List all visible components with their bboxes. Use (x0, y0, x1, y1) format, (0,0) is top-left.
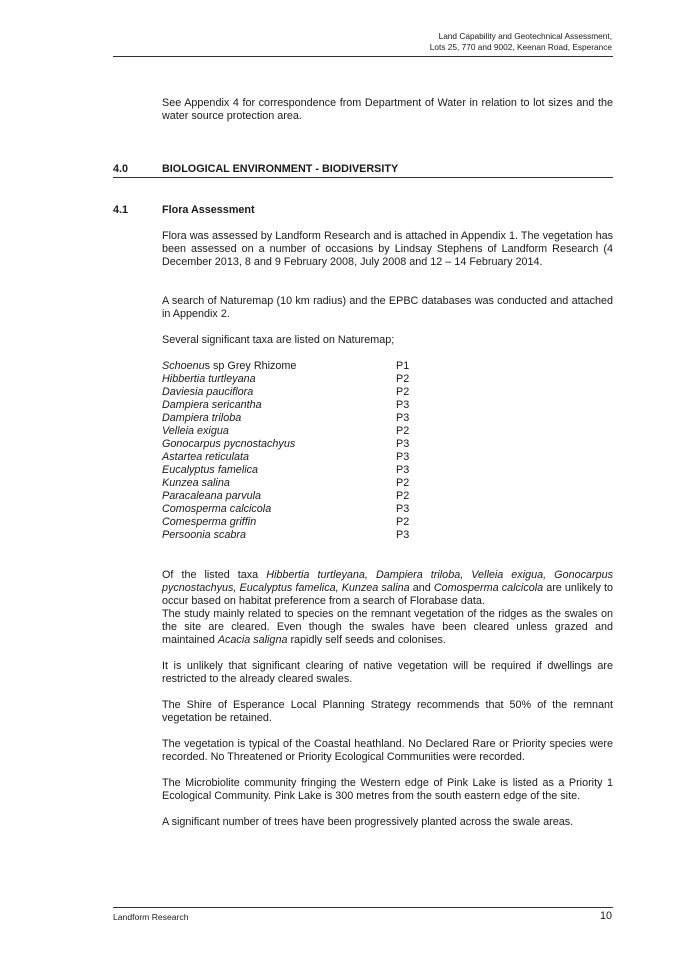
taxa-name (162, 516, 256, 529)
section-rule (113, 177, 613, 178)
taxa-row (162, 360, 422, 373)
header-line-2: Lots 25, 770 and 9002, Keenan Road, Esperance (429, 42, 612, 52)
taxa-status: P2 (396, 425, 410, 437)
taxa-status: P1 (396, 360, 410, 372)
running-header (430, 31, 612, 53)
taxa-name-italic: Daviesia pauciflora (162, 386, 254, 398)
taxa-name-italic: Velleia exigua (162, 425, 229, 437)
flora-paragraph-5 (162, 608, 613, 647)
taxa-status: P2 (396, 516, 410, 528)
p5-text-1: The study mainly related to species on the remnant vegetation of the ridges as the swales on the site are cleared. Even though the swales have been cleared unless grazed and maintained (162, 608, 613, 646)
taxa-name (162, 503, 271, 516)
taxa-name-italic: Paracaleana parvula (162, 490, 262, 502)
footer-rule (113, 907, 613, 908)
taxa-status: P2 (396, 386, 410, 398)
header-rule (113, 56, 613, 57)
taxa-name (162, 399, 262, 412)
taxa-row (162, 425, 422, 438)
taxa-list (162, 360, 422, 542)
taxa-name (162, 412, 241, 425)
subsection-number: 4.1 (113, 204, 129, 216)
taxa-name (162, 373, 256, 386)
taxa-name-italic: Dampiera sericantha (162, 399, 262, 411)
p4-italic-1: Hibbertia turtleyana, Dampiera triloba, Velleia exigua, Gonocarpus pycnostachyus, Eucalyptus famelica, Kunzea salina (162, 569, 613, 594)
taxa-status: P3 (396, 503, 410, 515)
taxa-row (162, 529, 422, 542)
taxa-row (162, 490, 422, 503)
taxa-row (162, 386, 422, 399)
taxa-name (162, 438, 295, 451)
p4-text-1: Of the listed taxa (162, 569, 267, 581)
taxa-name (162, 386, 253, 399)
taxa-name (162, 464, 258, 477)
taxa-row (162, 373, 422, 386)
taxa-status: P3 (396, 412, 410, 424)
taxa-name-italic: Kunzea salina (162, 477, 230, 489)
taxa-name-italic: Comosperma calcicola (162, 503, 272, 515)
p5-italic-1: Acacia saligna (217, 633, 288, 646)
taxa-status: P2 (396, 477, 410, 489)
taxa-row (162, 438, 422, 451)
p4-text-2: and (409, 581, 434, 594)
taxa-name-italic: Schoenu (162, 360, 205, 372)
taxa-name-italic: Persoonia scabra (162, 529, 247, 541)
taxa-status: P3 (396, 529, 410, 541)
taxa-name-italic: Eucalyptus famelica (162, 464, 259, 476)
flora-paragraph-9: The Microbiolite community fringing the Western edge of Pink Lake is listed as a Priority 1 Ecological Community. Pink Lake is 300 metres from the south eastern edge of the site. (162, 777, 613, 802)
taxa-row (162, 464, 422, 477)
header-line-1: Land Capability and Geotechnical Assessment, (438, 31, 612, 41)
flora-paragraph-1: Flora was assessed by Landform Research and is attached in Appendix 1. The vegetation has been assessed on a number of occasions by Lindsay Stephens of Landform Research (4 December 2013, 8 and 9 February 2008, July 2008 and 12 – 14 February 2014. (162, 230, 613, 268)
taxa-name (162, 360, 296, 373)
taxa-row (162, 412, 422, 425)
taxa-name-italic: Hibbertia turtleyana (162, 373, 256, 385)
flora-paragraph-2: A search of Naturemap (10 km radius) and the EPBC databases was conducted and attached in Appendix 2. (162, 295, 613, 320)
taxa-name (162, 490, 261, 503)
taxa-name (162, 477, 230, 490)
taxa-name-italic: Dampiera triloba (162, 412, 242, 424)
flora-paragraph-6: It is unlikely that significant clearing of native vegetation will be required if dwellings are restricted to the already cleared swales. (162, 660, 613, 685)
p4-italic-2: Comosperma calcicola (433, 581, 544, 594)
taxa-status: P2 (396, 490, 410, 502)
section-number: 4.0 (113, 163, 129, 175)
footer-author: Landform Research (113, 912, 189, 922)
taxa-name-italic: Comesperma griffin (162, 516, 257, 528)
flora-paragraph-4 (162, 569, 613, 608)
intro-paragraph: See Appendix 4 for correspondence from Department of Water in relation to lot sizes and the water source protection area. (162, 97, 613, 122)
taxa-name-plain: s sp Grey Rhizome (204, 360, 297, 372)
taxa-status: P3 (396, 464, 410, 476)
subsection-title: Flora Assessment (162, 204, 255, 216)
section-title: BIOLOGICAL ENVIRONMENT - BIODIVERSITY (162, 163, 399, 175)
p5-text-2: rapidly self seeds and colonises. (287, 633, 446, 646)
p4-text-3: are unlikely to occur based on habitat preference from a search of Florabase data. (162, 581, 614, 607)
taxa-status: P3 (396, 451, 410, 463)
flora-paragraph-10: A significant number of trees have been progressively planted across the swale areas. (162, 816, 574, 828)
taxa-row (162, 516, 422, 529)
taxa-name-italic: Astartea reticulata (162, 451, 250, 463)
taxa-row (162, 503, 422, 516)
taxa-row (162, 477, 422, 490)
taxa-row (162, 399, 422, 412)
flora-paragraph-7: The Shire of Esperance Local Planning Strategy recommends that 50% of the remnant vegetation be retained. (162, 699, 613, 724)
taxa-name (162, 425, 229, 438)
page-number: 10 (599, 910, 612, 922)
taxa-row (162, 451, 422, 464)
taxa-status: P3 (396, 438, 410, 450)
taxa-name-italic: Gonocarpus pycnostachyus (162, 438, 296, 450)
flora-paragraph-8: The vegetation is typical of the Coastal heathland. No Declared Rare or Priority species were recorded. No Threatened or Priority Ecological Communities were recorded. (162, 738, 613, 763)
taxa-status: P2 (396, 373, 410, 385)
taxa-name (162, 529, 246, 542)
taxa-name (162, 451, 249, 464)
taxa-status: P3 (396, 399, 410, 411)
flora-paragraph-3: Several significant taxa are listed on Naturemap; (162, 334, 395, 346)
